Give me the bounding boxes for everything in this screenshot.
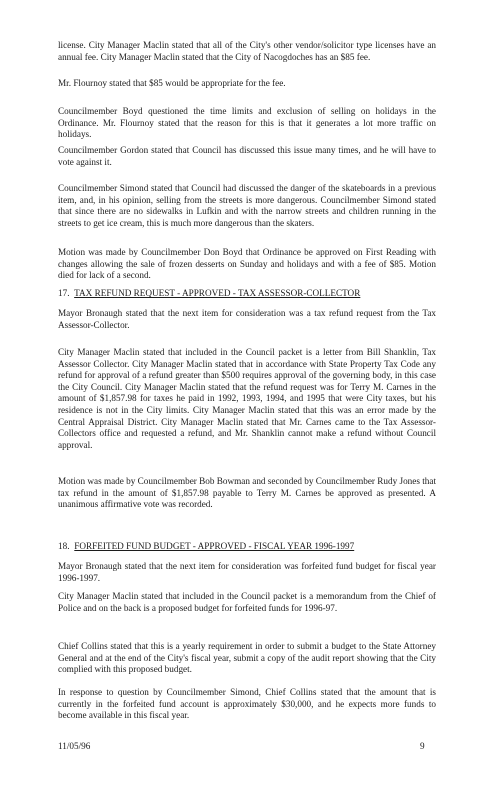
page-number: 9 (420, 741, 425, 751)
paragraph-simond-question: In response to question by Councilmember Simond, Chief Collins stated that the amount that is currently in the forfeited fund account is approximately $30,000, and he expects more funds to become available in this fiscal year. (58, 687, 436, 721)
paragraph-bowman-motion: Motion was made by Councilmember Bob Bowman and seconded by Councilmember Rudy Jones that tax refund in the amount of $1,857.98 payable to Terry M. Carnes be approved as presented. A unanimous affirmative vote was recorded. (58, 476, 436, 510)
paragraph-maclin-refund: City Manager Maclin stated that included in the Council packet is a letter from Bill Shanklin, Tax Assessor Collector. City Manager Maclin stated that in accordance with State Property Tax Code any refund for approval of a refund greater than $500 requires approval of the governing body, in this case the City Council. City Manager Maclin stated that the refund request was for Terry M. Carnes in the amount of $1,857.98 for taxes he paid in 1992, 1993, 1994, and 1995 that were City taxes, but his residence is not in the City limits. City Manager Maclin stated that this was an error made by the Central Appraisal District. City Manager Maclin stated that Mr. Carnes came to the Tax Assessor-Collectors office and requested a refund, and Mr. Shanklin cannot make a refund without Council approval. (58, 347, 436, 450)
section-title: FORFEITED FUND BUDGET - APPROVED - FISCAL YEAR 1996-1997 (74, 541, 355, 551)
section-heading-tax-refund (58, 288, 436, 300)
paragraph-boyd-question: Councilmember Boyd questioned the time limits and exclusion of selling on holidays in the Ordinance. Mr. Flournoy stated that the reason for this is that it generates a lot more traffic on holidays. (58, 106, 436, 140)
paragraph-license-fee: license. City Manager Maclin stated that all of the City's other vendor/solicitor type licenses have an annual fee. City Manager Maclin stated that the City of Nacogdoches has an $85 fee. (58, 40, 436, 62)
paragraph-bronaugh-tax: Mayor Bronaugh stated that the next item for consideration was a tax refund request from the Tax Assessor-Collector. (58, 308, 436, 330)
paragraph-bronaugh-forfeited: Mayor Bronaugh stated that the next item for consideration was forfeited fund budget for fiscal year 1996-1997. (58, 561, 436, 583)
section-number: 18. (58, 541, 70, 551)
section-title: TAX REFUND REQUEST - APPROVED - TAX ASSESSOR-COLLECTOR (74, 288, 361, 298)
paragraph-boyd-motion: Motion was made by Councilmember Don Boyd that Ordinance be approved on First Reading with changes allowing the sale of frozen desserts on Sunday and holidays and with a fee of $85. Motion died for lack of a second. (58, 247, 436, 281)
section-heading-forfeited-fund (58, 541, 436, 553)
footer-date: 11/05/96 (58, 741, 91, 751)
paragraph-gordon-vote: Councilmember Gordon stated that Council has discussed this issue many times, and he will have to vote against it. (58, 145, 436, 167)
paragraph-flournoy-fee: Mr. Flournoy stated that $85 would be appropriate for the fee. (58, 78, 286, 88)
paragraph-maclin-memo: City Manager Maclin stated that included in the Council packet is a memorandum from the Chief of Police and on the back is a proposed budget for forfeited funds for 1996-97. (58, 591, 436, 613)
paragraph-simond-danger: Councilmember Simond stated that Council had discussed the danger of the skateboards in a previous item, and, in his opinion, selling from the streets is more dangerous. Councilmember Simond stated that since there are no sidewalks in Lufkin and with the narrow streets and children running in the streets to get ice cream, this is much more dangerous than the skaters. (58, 183, 436, 228)
paragraph-collins-requirement: Chief Collins stated that this is a yearly requirement in order to submit a budget to the State Attorney General and at the end of the City's fiscal year, submit a copy of the audit report showing that the City complied with this proposed budget. (58, 641, 436, 675)
section-number: 17. (58, 288, 70, 298)
